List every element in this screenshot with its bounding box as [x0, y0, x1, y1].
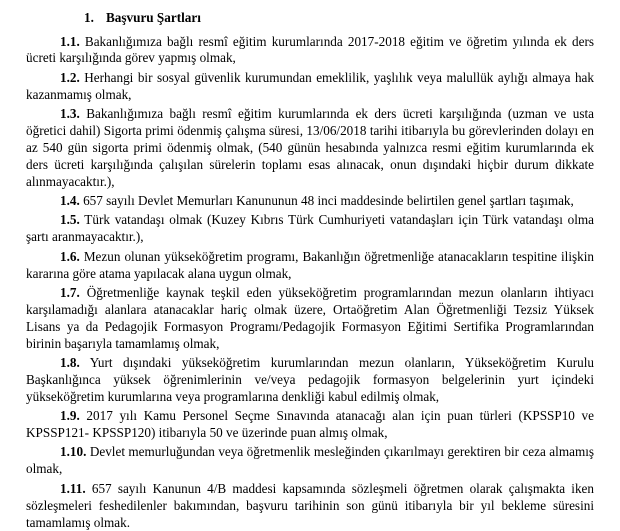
clause-label: 1.8.: [60, 355, 80, 371]
clause-label: 1.10.: [60, 444, 87, 460]
clause-1-11: [26, 481, 594, 531]
clause-label: 1.1.: [60, 33, 80, 49]
clause-1-7: [26, 285, 594, 353]
clause-label: 1.2.: [60, 69, 80, 85]
clause-text: Mezun olunan yükseköğretim programı, Bakanlığın öğretmenliğe atanacakların tespitine ilişkin kararına göre atama yapılacak alana uygun olmak,: [26, 248, 594, 281]
clause-1-10: [26, 444, 594, 478]
clause-text: 2017 yılı Kamu Personel Seçme Sınavında atanacağı alan için puan türleri (KPSSP10 ve KPSSP121- KPSSP120) itibarıyla 50 ve üzerinde puan almış olmak,: [26, 408, 594, 441]
clause-1-4: [26, 193, 594, 210]
clause-text: Türk vatandaşı olmak (Kuzey Kıbrıs Türk Cumhuriyeti vatandaşları için Türk vatandaşı olma şartı aranmayacaktır.),: [26, 212, 594, 245]
page-title-text: Başvuru Şartları: [106, 10, 201, 25]
clause-text: Öğretmenliğe kaynak teşkil eden yükseköğretim programlarından mezun olanların ihtiyacı karşılamadığı alanlara atanacaklar hariç olmak üzere, Ortaöğretim Alan Öğretmenliği Tezsiz Yüksek Lisans ya da Pedagojik Formasyon Programı/Pedagojik Formasyon Eğitimi Sertifika Programlarından birinin başarıyla tamamlamış olmak,: [26, 284, 594, 351]
clause-label: 1.5.: [60, 212, 80, 228]
clause-label: 1.6.: [60, 248, 80, 264]
clause-text: Bakanlığımıza bağlı resmî eğitim kurumlarında 2017-2018 eğitim ve öğretim yılında ek ders ücreti karşılığında görev yapmış olmak,: [26, 33, 594, 66]
clause-text: Bakanlığımıza bağlı resmî eğitim kurumlarında ek ders ücreti karşılığında (uzman ve usta öğretici dahil) Sigorta primi ödenmiş çalışma süresi, 13/06/2018 tarihi itibarıyla bu görevlerinden dolayı en az 540 gün sigorta primi ödenmiş olmak, (540 günün hesabında yalnızca resmi eğitim kurumlarında ek ders ücreti karşılığında çalışılan sürelerin toplamı esas alınacak, onun dışındaki hiçbir durum dikkate alınmayacaktır.),: [26, 106, 594, 189]
clause-label: 1.7.: [60, 284, 80, 300]
clause-label: 1.11.: [60, 480, 86, 496]
clause-1-1: [26, 34, 594, 68]
clause-1-8: [26, 355, 594, 406]
page-title: [26, 10, 594, 27]
clause-text: 657 sayılı Devlet Memurları Kanununun 48 inci maddesinde belirtilen genel şartları taşımak,: [79, 193, 574, 209]
clause-1-2: [26, 70, 594, 104]
clause-text: Yurt dışındaki yükseköğretim kurumlarından mezun olanların, Yükseköğretim Kurulu Başkanlığınca yüksek öğrenimlerinin ve/veya pedagojik formasyon belgelerinin yurt içindeki yükseköğretim kurumlarına veya programlarına denkliği kabul edilmiş olmak,: [26, 355, 594, 404]
clause-1-9: [26, 408, 594, 442]
clause-1-6: [26, 249, 594, 283]
clause-1-5: [26, 212, 594, 246]
clause-label: 1.9.: [60, 408, 80, 424]
clause-label: 1.3.: [60, 106, 80, 122]
clause-1-3: [26, 106, 594, 190]
clause-text: Herhangi bir sosyal güvenlik kurumundan emeklilik, yaşlılık veya malullük aylığı almaya hak kazanmamış olmak,: [26, 69, 594, 102]
clause-label: 1.4.: [60, 193, 80, 209]
clause-text: Devlet memurluğundan veya öğretmenlik mesleğinden çıkarılmayı gerektiren bir ceza almamış olmak,: [26, 444, 594, 477]
clause-text: 657 sayılı Kanunun 4/B maddesi kapsamında sözleşmeli öğretmen olarak çalışmakta iken sözleşmeleri feshedilenler bakımından, başvuru tarihinin son günü itibarıyla bir yıl bekleme süresini tamamlamış olmak.: [26, 480, 594, 530]
page-title-number: 1.: [84, 10, 94, 25]
